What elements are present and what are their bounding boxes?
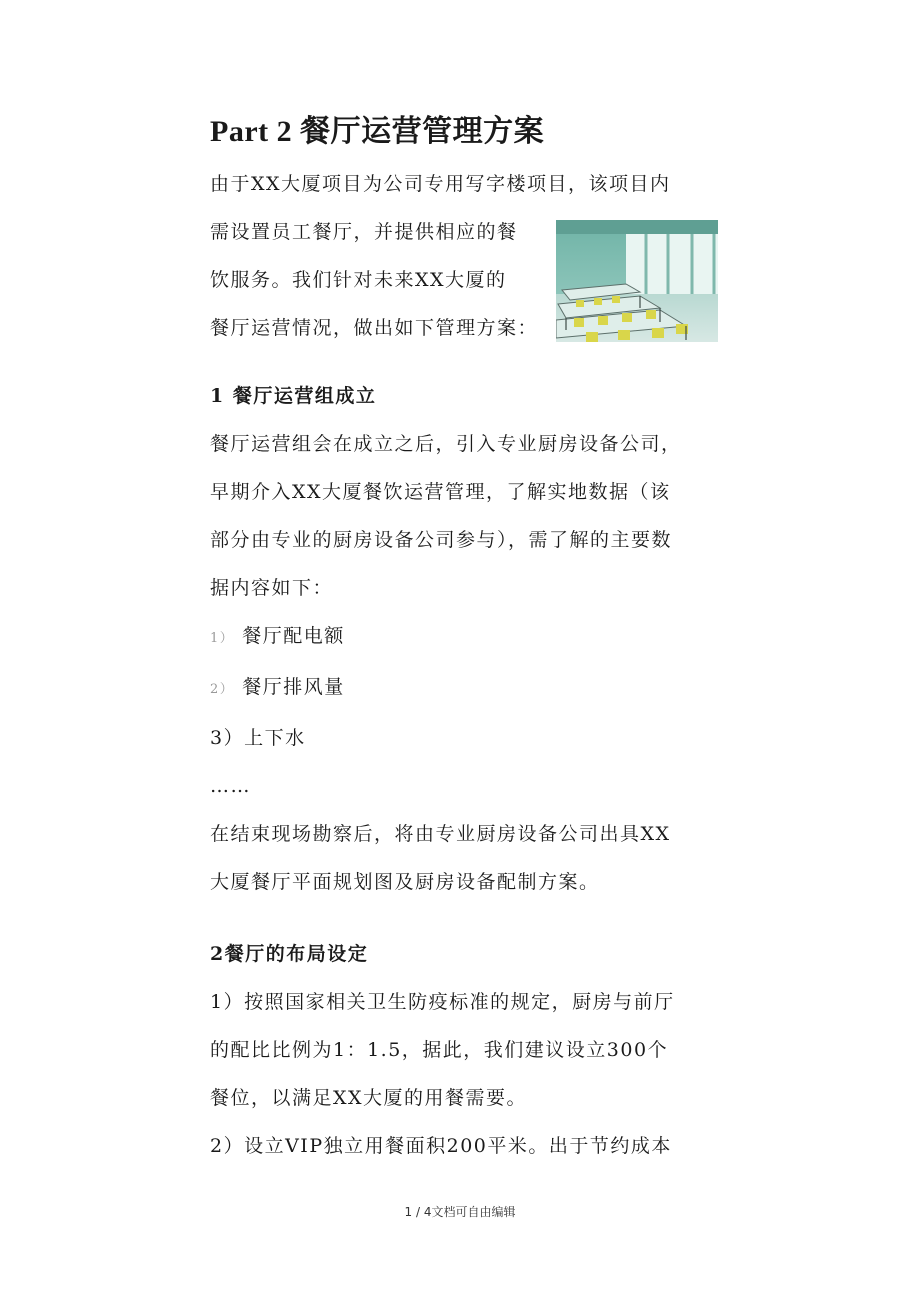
paragraph-line: 餐位，以满足XX大厦的用餐需要。 (210, 1087, 528, 1109)
intro-line: 饮服务。我们针对未来XX大厦的 (210, 269, 507, 291)
section-heading: 2餐厅的布局设定 (210, 943, 369, 965)
document-body (210, 110, 700, 1170)
document-title: Part 2 餐厅运营管理方案 (210, 115, 545, 148)
paragraph-line: 部分由专业的厨房设备公司参与），需了解的主要数 (210, 529, 673, 551)
paragraph-line: 1）按照国家相关卫生防疫标准的规定，厨房与前厅 (210, 991, 675, 1013)
intro-line: 由于XX大厦项目为公司专用写字楼项目，该项目内 (210, 173, 671, 195)
paragraph-line: 据内容如下： (210, 577, 334, 599)
paragraph-line: 在结束现场勘察后，将由专业厨房设备公司出具XX (210, 823, 671, 845)
paragraph-line: 2）设立VIP独立用餐面积200平米。出于节约成本 (210, 1135, 672, 1157)
paragraph-line: 早期介入XX大厦餐饮运营管理，了解实地数据（该 (210, 481, 671, 503)
intro-line: 需设置员工餐厅，并提供相应的餐 (210, 221, 518, 243)
list-text: 上下水 (244, 727, 306, 749)
list-number: 1） (210, 631, 235, 646)
list-item (210, 714, 700, 762)
paragraph-line: 大厦餐厅平面规划图及厨房设备配制方案。 (210, 871, 600, 893)
list-number: 2） (210, 682, 235, 697)
intro-section (210, 160, 700, 352)
paragraph-line: 的配比比例为1：1.5，据此，我们建议设立300个 (210, 1039, 669, 1061)
list-number: 3） (210, 727, 245, 749)
canteen-photo (556, 220, 718, 342)
canteen-photo-illustration (556, 220, 718, 342)
ellipsis: …… (210, 775, 251, 797)
list-text: 餐厅配电额 (242, 625, 345, 647)
list-item (210, 663, 700, 714)
paragraph-line: 餐厅运营组会在成立之后，引入专业厨房设备公司， (210, 433, 682, 455)
list-text: 餐厅排风量 (242, 676, 345, 698)
list-item (210, 612, 700, 663)
page-footer: 1 / 4文档可自由编辑 (404, 1205, 516, 1219)
intro-line: 餐厅运营情况，做出如下管理方案： (210, 317, 539, 339)
section-heading: 1 餐厅运营组成立 (210, 385, 377, 407)
